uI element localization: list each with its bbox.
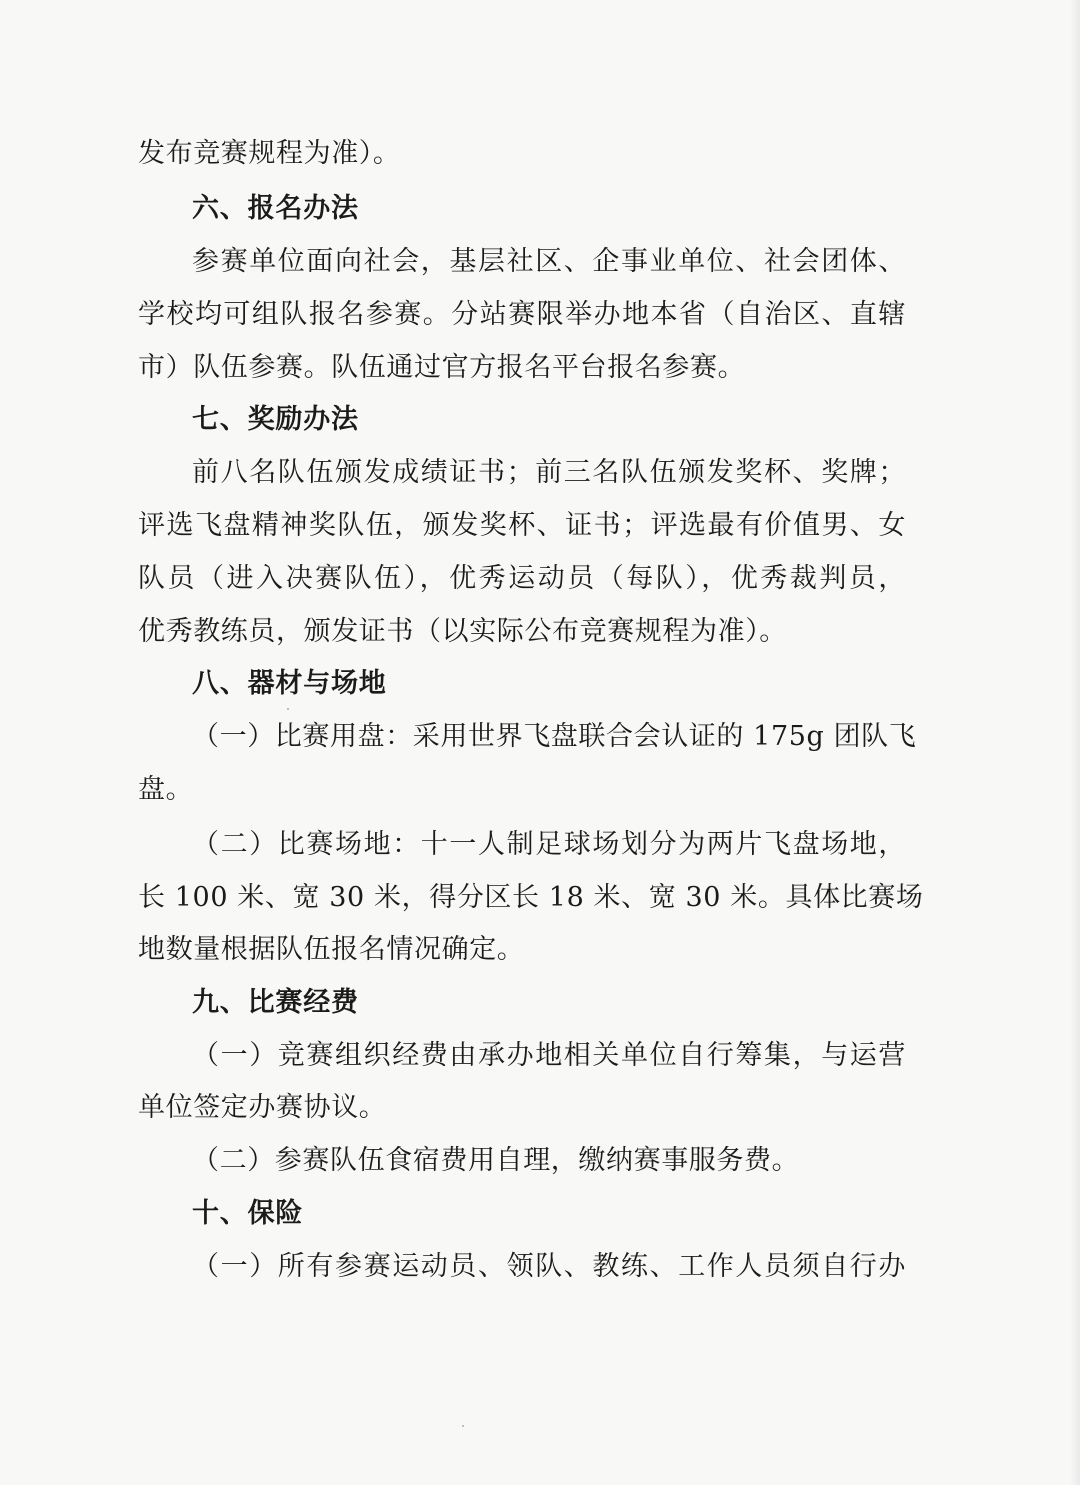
text-line-registration-3: 市）队伍参赛。队伍通过官方报名平台报名参赛。 bbox=[138, 352, 746, 383]
text-line-registration-1: 参赛单位面向社会，基层社区、企事业单位、社会团体、 bbox=[192, 246, 906, 277]
section-heading-equipment-venue: 八、器材与场地 bbox=[192, 668, 387, 699]
text-line-continuation: 发布竞赛规程为准）。 bbox=[138, 138, 401, 169]
text-line-venue-1: （二）比赛场地：十一人制足球场划分为两片飞盘场地， bbox=[192, 829, 906, 860]
text-line-expenses-3: （二）参赛队伍食宿费用自理，缴纳赛事服务费。 bbox=[192, 1145, 800, 1176]
text-line-awards-2: 评选飞盘精神奖队伍，颁发奖杯、证书；评选最有价值男、女 bbox=[138, 510, 906, 541]
section-heading-insurance: 十、保险 bbox=[192, 1198, 304, 1229]
scan-speck bbox=[287, 708, 289, 710]
text-line-awards-1: 前八名队伍颁发成绩证书；前三名队伍颁发奖杯、奖牌； bbox=[192, 457, 906, 488]
text-line-equipment-1: （一）比赛用盘：采用世界飞盘联合会认证的 175g 团队飞 bbox=[192, 721, 917, 752]
text-line-venue-3: 地数量根据队伍报名情况确定。 bbox=[138, 934, 525, 965]
text-line-awards-3: 队员（进入决赛队伍），优秀运动员（每队），优秀裁判员， bbox=[138, 563, 906, 594]
scan-speck bbox=[462, 1425, 464, 1427]
text-line-insurance-1: （一）所有参赛运动员、领队、教练、工作人员须自行办 bbox=[192, 1251, 906, 1282]
section-heading-registration: 六、报名办法 bbox=[192, 193, 359, 224]
text-line-expenses-1: （一）竞赛组织经费由承办地相关单位自行筹集，与运营 bbox=[192, 1040, 906, 1071]
scan-edge-shadow bbox=[1070, 0, 1080, 1485]
section-heading-expenses: 九、比赛经费 bbox=[192, 987, 359, 1018]
text-line-equipment-2: 盘。 bbox=[138, 774, 194, 805]
section-heading-awards: 七、奖励办法 bbox=[192, 404, 359, 435]
text-line-venue-2: 长 100 米、宽 30 米，得分区长 18 米、宽 30 米。具体比赛场 bbox=[138, 882, 924, 913]
text-line-awards-4: 优秀教练员，颁发证书（以实际公布竞赛规程为准）。 bbox=[138, 616, 787, 647]
text-line-expenses-2: 单位签定办赛协议。 bbox=[138, 1092, 387, 1123]
text-line-registration-2: 学校均可组队报名参赛。分站赛限举办地本省（自治区、直辖 bbox=[138, 299, 906, 330]
